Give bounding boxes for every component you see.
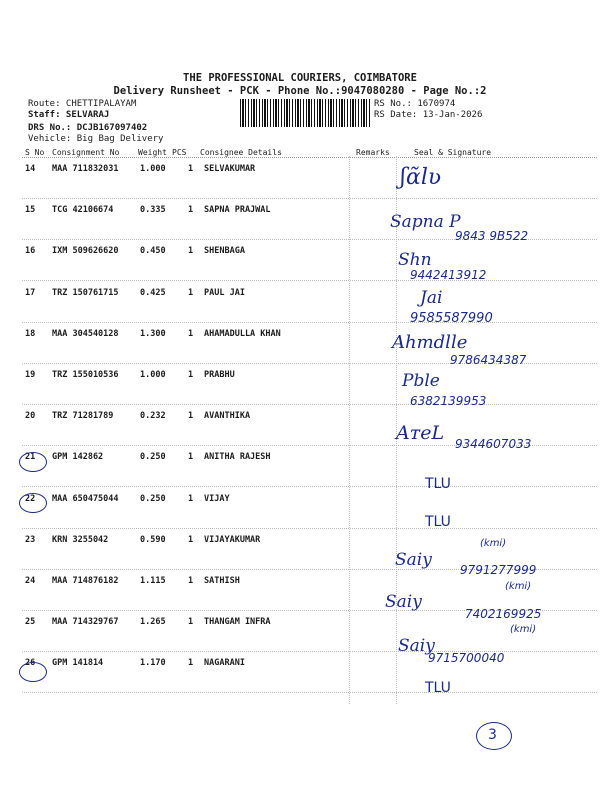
phone-25: 9715700040 <box>428 651 505 665</box>
signature-14: ʃɑ̃lʋ <box>400 165 442 190</box>
row-sno: 15 <box>25 205 36 216</box>
row-weight: 0.450 <box>140 246 166 257</box>
barcode <box>240 99 370 127</box>
row-consignment-no: TCG 42106674 <box>52 205 114 216</box>
phone-23: 9791277999 <box>460 563 537 577</box>
staff-label: Staff: SELVARAJ <box>28 110 110 120</box>
phone-17: 9585587990 <box>410 311 493 326</box>
col-consignee: Consignee Details <box>200 148 282 157</box>
row-weight: 1.000 <box>140 370 166 380</box>
row-consignment-no: MAA 650475044 <box>52 493 119 504</box>
circle-mark-21 <box>19 452 47 472</box>
row-sno: 21 <box>25 452 36 463</box>
signature-20: AᴛeL <box>396 422 445 444</box>
row-weight: 0.425 <box>140 287 166 298</box>
row-pcs: 1 <box>188 576 194 586</box>
row-consignment-no: MAA 711832031 <box>52 164 119 174</box>
row-consignee: AVANTHIKA <box>204 411 251 422</box>
row-sno: 18 <box>25 328 36 339</box>
row-consignment-no: TRZ 150761715 <box>52 287 119 298</box>
row-weight: 1.265 <box>140 617 166 628</box>
row-sno: 16 <box>25 246 36 257</box>
circle-mark-26 <box>19 662 47 682</box>
row-consignee: SHENBAGA <box>204 246 245 257</box>
row-consignment-no: IXM 509626620 <box>52 246 119 257</box>
table-row <box>22 446 597 487</box>
table-row <box>22 364 597 405</box>
row-weight: 1.300 <box>140 328 166 339</box>
row-sno: 23 <box>25 534 36 545</box>
row-consignment-no: MAA 304540128 <box>52 328 119 339</box>
signature-17: Jai <box>420 288 443 308</box>
row-consignee: THANGAM INFRA <box>204 617 271 628</box>
row-weight: 1.170 <box>140 658 166 669</box>
row-weight: 0.335 <box>140 205 166 216</box>
kmi-note-25: (kmi) <box>510 624 537 635</box>
row-sno: 22 <box>25 493 36 504</box>
row-sno: 14 <box>25 164 36 174</box>
col-consignment: Consignment No <box>52 148 120 157</box>
signature-23: Saiy <box>395 550 432 570</box>
kmi-note-24: (kmi) <box>505 581 532 592</box>
phone-24: 7402169925 <box>465 607 542 621</box>
row-pcs: 1 <box>188 287 194 298</box>
row-consignee: SAPNA PRAJWAL <box>204 205 271 216</box>
row-pcs: 1 <box>188 328 194 339</box>
runsheet-subtitle: Delivery Runsheet - PCK - Phone No.:9047080280 - Page No.:2 <box>113 85 487 97</box>
col-sno: S No <box>25 148 45 157</box>
signature-15: Sapna P <box>390 212 461 232</box>
phone-20: 9344607033 <box>455 437 532 451</box>
row-pcs: 1 <box>188 534 194 545</box>
row-consignee: PRABHU <box>204 370 235 380</box>
table-row <box>22 652 597 693</box>
row-pcs: 1 <box>188 411 194 422</box>
row-consignee: PAUL JAI <box>204 287 245 298</box>
row-pcs: 1 <box>188 658 194 669</box>
signature-24: Saiy <box>385 592 422 612</box>
row-pcs: 1 <box>188 493 194 504</box>
row-sno: 25 <box>25 617 36 628</box>
signature-16: Shn <box>398 250 432 270</box>
phone-19: 6382139953 <box>410 394 487 408</box>
tlu-note-22: TLU <box>425 514 451 530</box>
row-consignment-no: GPM 141814 <box>52 658 104 669</box>
vehicle-label: Vehicle: Big Bag Delivery <box>28 134 164 144</box>
row-weight: 0.232 <box>140 411 166 422</box>
row-pcs: 1 <box>188 205 194 216</box>
row-pcs: 1 <box>188 452 194 463</box>
phone-15: 9843 9B522 <box>455 229 529 243</box>
row-pcs: 1 <box>188 370 194 380</box>
signature-19: Pble <box>402 371 440 391</box>
row-consignment-no: KRN 3255042 <box>52 534 109 545</box>
route-label: Route: CHETTIPALAYAM <box>28 99 137 109</box>
row-consignee: VIJAY <box>204 493 230 504</box>
phone-18: 9786434387 <box>450 353 527 367</box>
circle-mark-22 <box>19 493 47 513</box>
table-row <box>22 240 597 281</box>
row-consignment-no: GPM 142862 <box>52 452 104 463</box>
row-weight: 0.250 <box>140 493 166 504</box>
row-consignee: VIJAYAKUMAR <box>204 534 261 545</box>
row-consignee: AHAMADULLA KHAN <box>204 328 281 339</box>
row-sno: 26 <box>25 658 36 669</box>
row-consignee: SATHISH <box>204 576 240 586</box>
row-weight: 0.590 <box>140 534 166 545</box>
row-consignment-no: TRZ 71281789 <box>52 411 114 422</box>
row-sno: 17 <box>25 287 36 298</box>
phone-16: 9442413912 <box>410 268 487 282</box>
rs-date: RS Date: 13-Jan-2026 <box>374 110 483 120</box>
row-sno: 24 <box>25 576 36 586</box>
row-consignee: SELVAKUMAR <box>204 164 256 174</box>
row-sno: 19 <box>25 370 36 380</box>
tlu-note-21: TLU <box>425 476 451 492</box>
row-weight: 0.250 <box>140 452 166 463</box>
row-consignment-no: MAA 714329767 <box>52 617 119 628</box>
row-sno: 20 <box>25 411 36 422</box>
table-row <box>22 488 597 529</box>
page-number-handwritten: 3 <box>488 727 497 743</box>
tlu-note-26: TLU <box>425 680 451 696</box>
row-consignee: ANITHA RAJESH <box>204 452 271 463</box>
row-weight: 1.115 <box>140 576 166 586</box>
row-pcs: 1 <box>188 164 194 174</box>
table-row <box>22 282 597 323</box>
row-consignment-no: MAA 714876182 <box>52 576 119 586</box>
signature-25: Saiy <box>398 636 435 656</box>
col-pcs: PCS <box>172 148 187 157</box>
company-title: THE PROFESSIONAL COURIERS, COIMBATORE <box>183 72 417 84</box>
col-remarks: Remarks <box>356 148 390 157</box>
rs-number: RS No.: 1670974 <box>374 99 456 109</box>
row-pcs: 1 <box>188 617 194 628</box>
row-pcs: 1 <box>188 246 194 257</box>
col-seal-signature: Seal & Signature <box>414 148 492 157</box>
signature-18: Ahmdlle <box>392 332 468 353</box>
table-row <box>22 158 597 199</box>
row-consignment-no: TRZ 155010536 <box>52 370 119 380</box>
drs-number: DRS No.: DCJB167097402 <box>28 123 148 133</box>
row-consignee: NAGARANI <box>204 658 245 669</box>
kmi-note-23: (kmi) <box>480 538 507 549</box>
row-weight: 1.000 <box>140 164 166 174</box>
col-weight: Weight <box>138 148 167 157</box>
